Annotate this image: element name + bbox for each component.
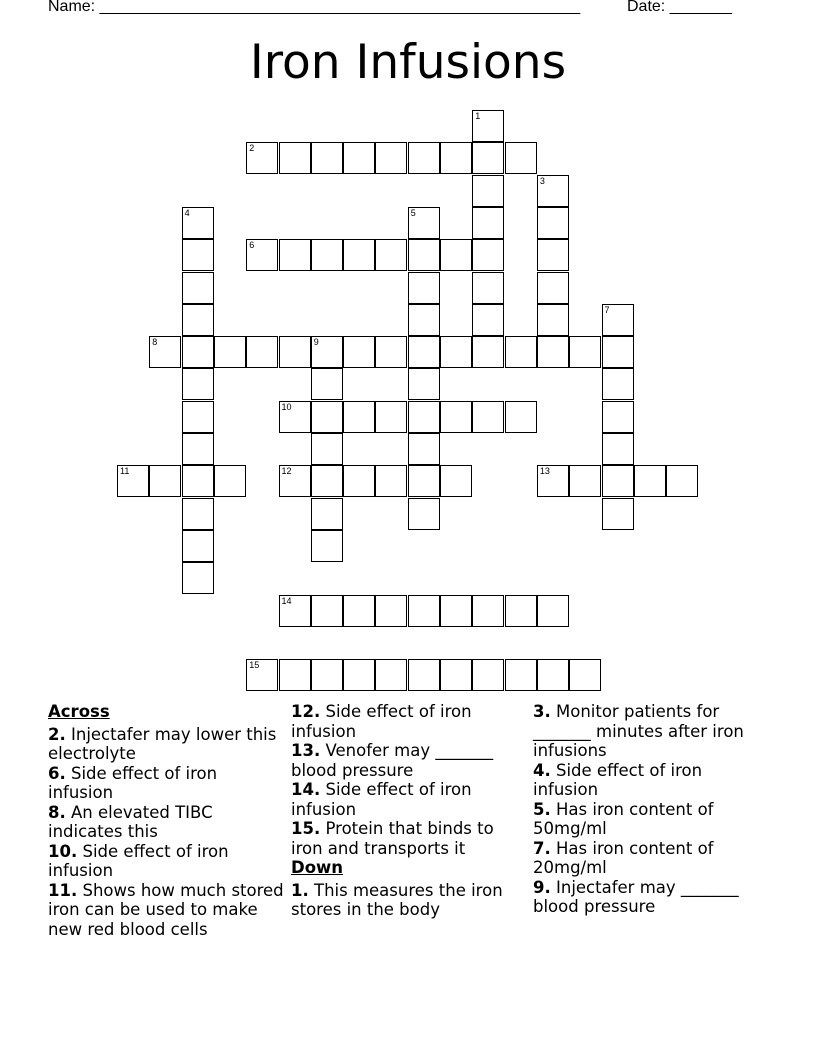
grid-cell[interactable] (472, 207, 504, 239)
clue-across-6: 6. Side effect of iron infusion (48, 763, 218, 802)
clue-across-14: 14. Side effect of iron infusion (291, 780, 472, 819)
grid-cell[interactable] (408, 272, 440, 304)
grid-cell[interactable] (182, 207, 214, 239)
cell-number: 9 (313, 337, 319, 348)
grid-cell[interactable] (569, 336, 601, 368)
grid-cell[interactable] (182, 304, 214, 336)
grid-cell[interactable] (472, 659, 504, 691)
grid-cell[interactable] (602, 465, 634, 497)
cell-number: 8 (152, 337, 158, 348)
grid-cell[interactable] (408, 595, 440, 627)
grid-cell[interactable] (279, 659, 311, 691)
grid-cell[interactable] (343, 336, 375, 368)
clue-across-2: 2. Injectafer may lower this electrolyte (48, 724, 277, 763)
grid-cell[interactable] (472, 239, 504, 271)
grid-cell[interactable] (505, 336, 537, 368)
grid-cell[interactable] (279, 465, 311, 497)
clue-across-10: 10. Side effect of iron infusion (48, 841, 229, 880)
grid-cell[interactable] (408, 659, 440, 691)
clue-down-3: 3. Monitor patients for _______ minutes after iron infusions (533, 702, 744, 760)
grid-cell[interactable] (246, 659, 278, 691)
cell-number: 11 (120, 466, 130, 477)
grid-cell[interactable] (408, 368, 440, 400)
grid-cell[interactable] (634, 465, 666, 497)
clue-down-9: 9. Injectafer may _______ blood pressure (533, 877, 739, 916)
grid-cell[interactable] (472, 336, 504, 368)
grid-cell[interactable] (537, 175, 569, 207)
grid-cell[interactable] (343, 465, 375, 497)
grid-cell[interactable] (569, 659, 601, 691)
grid-cell[interactable] (182, 530, 214, 562)
clue-across-15: 15. Protein that binds to iron and transports it (291, 819, 494, 858)
grid-cell[interactable] (182, 433, 214, 465)
grid-cell[interactable] (602, 304, 634, 336)
grid-cell[interactable] (602, 433, 634, 465)
grid-cell[interactable] (182, 272, 214, 304)
grid-cell[interactable] (440, 595, 472, 627)
grid-cell[interactable] (472, 304, 504, 336)
grid-cell[interactable] (182, 465, 214, 497)
grid-cell[interactable] (537, 207, 569, 239)
grid-cell[interactable] (311, 498, 343, 530)
grid-cell[interactable] (537, 304, 569, 336)
cell-number: 7 (604, 304, 610, 315)
grid-cell[interactable] (440, 659, 472, 691)
grid-cell[interactable] (602, 368, 634, 400)
grid-cell[interactable] (505, 659, 537, 691)
grid-cell[interactable] (408, 465, 440, 497)
down-heading: Down (291, 858, 344, 877)
grid-cell[interactable] (505, 595, 537, 627)
grid-cell[interactable] (214, 465, 246, 497)
grid-cell[interactable] (279, 336, 311, 368)
grid-cell[interactable] (343, 659, 375, 691)
grid-cell[interactable] (408, 401, 440, 433)
grid-cell[interactable] (537, 336, 569, 368)
grid-cell[interactable] (279, 142, 311, 174)
grid-cell[interactable] (343, 239, 375, 271)
grid-cell[interactable] (311, 465, 343, 497)
puzzle-title: Iron Infusions (249, 35, 567, 90)
grid-cell[interactable] (375, 465, 407, 497)
date-label: Date: _______ (627, 0, 732, 15)
grid-cell[interactable] (602, 498, 634, 530)
grid-cell[interactable] (311, 368, 343, 400)
clue-column-1 (48, 702, 286, 939)
grid-cell[interactable] (440, 142, 472, 174)
grid-cell[interactable] (537, 465, 569, 497)
cell-number: 15 (249, 660, 260, 671)
grid-cell[interactable] (408, 142, 440, 174)
grid-cell[interactable] (149, 336, 181, 368)
grid-cell[interactable] (311, 595, 343, 627)
grid-cell[interactable] (343, 595, 375, 627)
cell-number: 4 (184, 207, 190, 218)
grid-cell[interactable] (246, 239, 278, 271)
grid-cell[interactable] (214, 336, 246, 368)
grid-cell[interactable] (311, 336, 343, 368)
grid-cell[interactable] (375, 142, 407, 174)
grid-cell[interactable] (343, 142, 375, 174)
name-label: Name: ______________________________________________________ (48, 0, 581, 15)
grid-cell[interactable] (472, 595, 504, 627)
grid-cell[interactable] (537, 272, 569, 304)
grid-cell[interactable] (311, 142, 343, 174)
grid-cell[interactable] (602, 336, 634, 368)
grid-cell[interactable] (472, 175, 504, 207)
cell-number: 1 (475, 111, 481, 121)
grid-cell[interactable] (311, 433, 343, 465)
clue-column-3 (533, 702, 763, 917)
grid-cell[interactable] (472, 272, 504, 304)
clue-down-1: 1. This measures the iron stores in the body (291, 880, 503, 919)
grid-cell[interactable] (408, 336, 440, 368)
cell-number: 5 (410, 207, 416, 218)
grid-cell[interactable] (505, 401, 537, 433)
grid-cell[interactable] (375, 595, 407, 627)
cell-number: 12 (281, 466, 292, 477)
grid-cell[interactable] (408, 207, 440, 239)
grid-cell[interactable] (182, 401, 214, 433)
cell-number: 3 (539, 175, 545, 186)
cell-number: 6 (249, 240, 255, 251)
grid-cell[interactable] (375, 659, 407, 691)
grid-cell[interactable] (311, 401, 343, 433)
clue-across-8: 8. An elevated TIBC indicates this (48, 802, 213, 841)
grid-cell[interactable] (472, 401, 504, 433)
clue-across-12: 12. Side effect of iron infusion (291, 702, 472, 741)
grid-cell[interactable] (440, 465, 472, 497)
across-heading: Across (48, 702, 110, 721)
clue-across-11: 11. Shows how much stored iron can be used to make new red blood cells (48, 880, 284, 939)
grid-cell[interactable] (182, 336, 214, 368)
grid-cell[interactable] (505, 142, 537, 174)
grid-cell[interactable] (537, 239, 569, 271)
clue-down-5: 5. Has iron content of 50mg/ml (533, 799, 714, 838)
grid-cell[interactable] (602, 401, 634, 433)
grid-cell[interactable] (182, 239, 214, 271)
grid-cell[interactable] (440, 401, 472, 433)
grid-cell[interactable] (472, 110, 504, 142)
clue-across-13: 13. Venofer may _______ blood pressure (291, 741, 494, 780)
grid-cell[interactable] (666, 465, 698, 497)
grid-cell[interactable] (182, 562, 214, 594)
grid-cell[interactable] (279, 595, 311, 627)
grid-cell[interactable] (537, 659, 569, 691)
grid-cell[interactable] (440, 239, 472, 271)
cell-number: 2 (249, 143, 255, 154)
grid-cell[interactable] (246, 336, 278, 368)
grid-cell[interactable] (311, 239, 343, 271)
grid-cell[interactable] (311, 530, 343, 562)
grid-cell[interactable] (440, 336, 472, 368)
grid-cell[interactable] (408, 433, 440, 465)
grid-cell[interactable] (408, 239, 440, 271)
grid-cell[interactable] (279, 401, 311, 433)
grid-cell[interactable] (343, 401, 375, 433)
grid-cell[interactable] (537, 595, 569, 627)
grid-cell[interactable] (408, 498, 440, 530)
grid-cell[interactable] (472, 142, 504, 174)
grid-cell[interactable] (375, 336, 407, 368)
grid-cell[interactable] (375, 239, 407, 271)
grid-cell[interactable] (311, 659, 343, 691)
clue-down-4: 4. Side effect of iron infusion (533, 760, 703, 799)
grid-cell[interactable] (149, 465, 181, 497)
grid-cell[interactable] (375, 401, 407, 433)
grid-cell[interactable] (569, 465, 601, 497)
grid-cell[interactable] (182, 368, 214, 400)
grid-cell[interactable] (182, 498, 214, 530)
grid-cell[interactable] (408, 304, 440, 336)
clue-column-2 (291, 702, 521, 920)
grid-cell[interactable] (117, 465, 149, 497)
cell-number: 10 (281, 401, 292, 412)
clue-down-7: 7. Has iron content of 20mg/ml (533, 838, 714, 877)
cell-number: 13 (539, 466, 550, 477)
cell-number: 14 (281, 595, 292, 606)
grid-cell[interactable] (279, 239, 311, 271)
grid-cell[interactable] (246, 142, 278, 174)
